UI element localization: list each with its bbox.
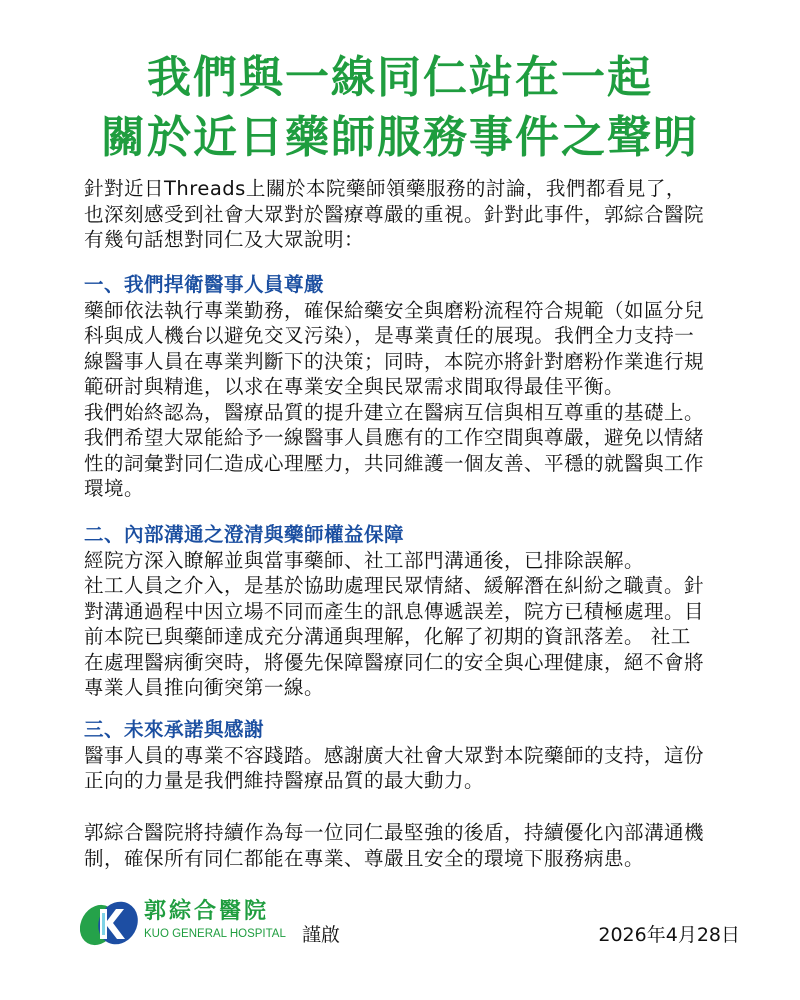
section-1-line: 我們始終認為，醫療品質的提升建立在醫病互信與相互尊重的基礎上。 [84, 400, 705, 424]
footer [80, 895, 740, 955]
section-3-heading: 三、未來承諾與感謝 [84, 718, 265, 741]
section-2-line: 專業人員推向衝突第一線。 [84, 676, 325, 699]
section-1-heading: 一、我們捍衛醫事人員尊嚴 [84, 273, 325, 296]
section-1-line: 科與成人機台以避免交叉污染），是專業責任的展現。我們全力支持一 [84, 324, 695, 347]
section-1 [84, 272, 734, 502]
section-3-line: 醫事人員的專業不容踐踏。感謝廣大社會大眾對本院藥師的支持，這份 [84, 743, 705, 767]
section-1-line: 我們希望大眾能給予一線醫事人員應有的工作空間與尊嚴，避免以情緒 [84, 426, 705, 449]
section-1-line: 線醫事人員在專業判斷下的決策；同時，本院亦將針對磨粉作業進行規 [84, 349, 705, 373]
hospital-logo [80, 895, 290, 951]
logo-english-name: KUO GENERAL HOSPITAL [144, 928, 286, 940]
intro-line: 也深刻感受到社會大眾對於醫療尊嚴的重視。針對此事件，郭綜合醫院 [84, 202, 705, 226]
section-2-line: 社工人員之介入，是基於協助處理民眾情緒、緩解潛在糾紛之職責。針 [84, 574, 705, 597]
intro-paragraph [84, 176, 734, 253]
statement-title-line-1: 我們與一線同仁站在一起 [147, 52, 653, 103]
logo-chinese-name: 郭綜合醫院 [144, 899, 270, 924]
section-2-line: 經院方深入瞭解並與當事藥師、社工部門溝通後，已排除誤解。 [84, 548, 645, 572]
signoff: 謹啟 [302, 924, 341, 946]
closing-paragraph [84, 820, 734, 871]
section-1-line: 藥師依法執行專業勤務，確保給藥安全與磨粉流程符合規範（如區分兒 [84, 298, 705, 322]
section-1-line: 性的詞彙對同仁造成心理壓力，共同維護一個友善、平穩的就醫與工作 [84, 451, 705, 475]
section-1-line: 環境。 [84, 477, 145, 500]
intro-line: 有幾句話想對同仁及大眾說明： [84, 228, 365, 251]
statement-date: 2026年4月28日 [598, 924, 740, 946]
section-2-line: 前本院已與藥師達成充分溝通與理解，化解了初期的資訊落差。 社工 [84, 625, 691, 648]
section-2-heading: 二、內部溝通之澄清與藥師權益保障 [84, 523, 405, 546]
section-3 [84, 717, 734, 794]
kuo-k-logo-icon [80, 899, 138, 947]
section-2 [84, 522, 734, 701]
closing-line: 制，確保所有同仁都能在專業、尊嚴且安全的環境下服務病患。 [84, 846, 645, 870]
section-1-line: 範研討與精進，以求在專業安全與民眾需求間取得最佳平衡。 [84, 375, 625, 398]
statement-title-line-2: 關於近日藥師服務事件之聲明 [101, 112, 699, 163]
section-2-line: 對溝通過程中因立場不同而產生的訊息傳遞誤差，院方已積極處理。目 [84, 599, 705, 623]
intro-line: 針對近日Threads上關於本院藥師領藥服務的討論，我們都看見了， [84, 177, 686, 200]
section-2-line: 在處理醫病衝突時，將優先保障醫療同仁的安全與心理健康，絕不會將 [84, 650, 705, 674]
section-3-line: 正向的力量是我們維持醫療品質的最大動力。 [84, 769, 485, 792]
closing-line: 郭綜合醫院將持續作為每一位同仁最堅強的後盾，持續優化內部溝通機 [84, 821, 705, 844]
